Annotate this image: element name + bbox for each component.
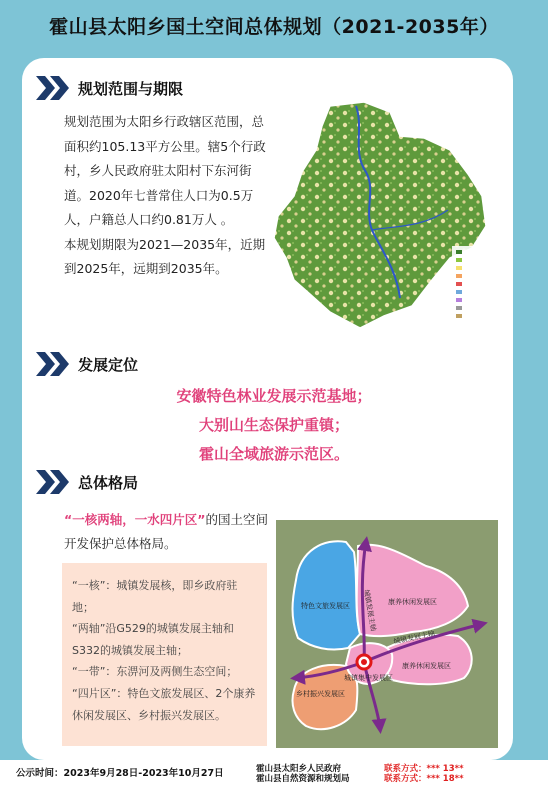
section-header-positioning bbox=[36, 352, 138, 376]
label-xiangcun: 乡村振兴发展区 bbox=[296, 690, 345, 698]
section-title: 总体格局 bbox=[78, 473, 139, 492]
pattern-item: “两轴”沿G529的城镇发展主轴和S332的城镇发展主轴； bbox=[72, 622, 234, 657]
scope-paragraph: 规划范围为太阳乡行政辖区范围，总面积约105.13平方公里。辖5个行政村，乡人民政府驻太阳村下东河街道。2020年七普常住人口为0.5万人，户籍总人口约0.81万人 。 bbox=[64, 114, 266, 227]
label-kangyang-east: 康养休闲发展区 bbox=[402, 662, 451, 670]
section-title: 规划范围与期限 bbox=[78, 79, 184, 98]
positioning-line: 霍山全域旅游示范区。 bbox=[198, 445, 349, 463]
chevron-icon bbox=[36, 470, 70, 494]
pattern-details bbox=[62, 563, 267, 746]
org-name: 霍山县自然资源和规划局 bbox=[256, 774, 350, 784]
chevron-icon bbox=[36, 352, 70, 376]
footer bbox=[0, 760, 548, 792]
chevron-icon bbox=[36, 76, 70, 100]
scope-text bbox=[64, 110, 274, 282]
contacts bbox=[384, 764, 464, 784]
township-map bbox=[272, 98, 504, 338]
org-name: 霍山县太阳乡人民政府 bbox=[256, 764, 342, 774]
label-core: 城镇集中发展区 bbox=[344, 674, 393, 682]
contact-label: 联系方式： bbox=[384, 774, 427, 784]
contact-number: *** 18** bbox=[426, 774, 464, 784]
pattern-highlight: “一核两轴，一水四片区” bbox=[64, 512, 206, 527]
organizations bbox=[256, 764, 350, 784]
contact-number: *** 13** bbox=[426, 764, 464, 774]
legend-swatches bbox=[456, 250, 462, 318]
contact-label: 联系方式： bbox=[384, 764, 427, 774]
scope-paragraph: 本规划期限为2021—2035年，近期到2025年，远期到2035年。 bbox=[64, 236, 266, 276]
contact-line bbox=[384, 774, 464, 784]
positioning-statements bbox=[0, 382, 548, 469]
section-title: 发展定位 bbox=[78, 355, 139, 374]
pattern-lead bbox=[64, 508, 274, 556]
pattern-item: “四片区”：特色文旅发展区、2个康养休闲发展区、乡村振兴发展区。 bbox=[72, 686, 256, 722]
contact-line bbox=[384, 764, 464, 774]
positioning-line: 安徽特色林业发展示范基地； bbox=[176, 387, 372, 405]
publicity-period bbox=[16, 768, 241, 779]
pattern-lead-suffix: 的国土空间开发保护总体格局。 bbox=[64, 512, 268, 551]
pattern-map bbox=[276, 520, 498, 748]
label-wenlv: 特色文旅发展区 bbox=[301, 602, 350, 610]
publicity-label: 公示时间： bbox=[16, 768, 64, 779]
label-axis-east: 城镇发展主轴 bbox=[392, 629, 436, 646]
publicity-dates: 2023年9月28日-2023年10月27日 bbox=[63, 768, 224, 779]
label-axis-main: 城镇发展主轴 bbox=[362, 588, 378, 632]
page-title: 霍山县太阳乡国土空间总体规划（2021-2035年） bbox=[49, 16, 499, 38]
section-header-scope bbox=[36, 76, 183, 100]
pattern-item: “一核”：城镇发展核，即乡政府驻地； bbox=[72, 579, 238, 614]
positioning-line: 大别山生态保护重镇； bbox=[198, 416, 349, 434]
section-header-pattern bbox=[36, 470, 138, 494]
label-kangyang-north: 康养休闲发展区 bbox=[388, 598, 437, 606]
pattern-item: “一带”：东淠河及两侧生态空间； bbox=[72, 665, 238, 679]
